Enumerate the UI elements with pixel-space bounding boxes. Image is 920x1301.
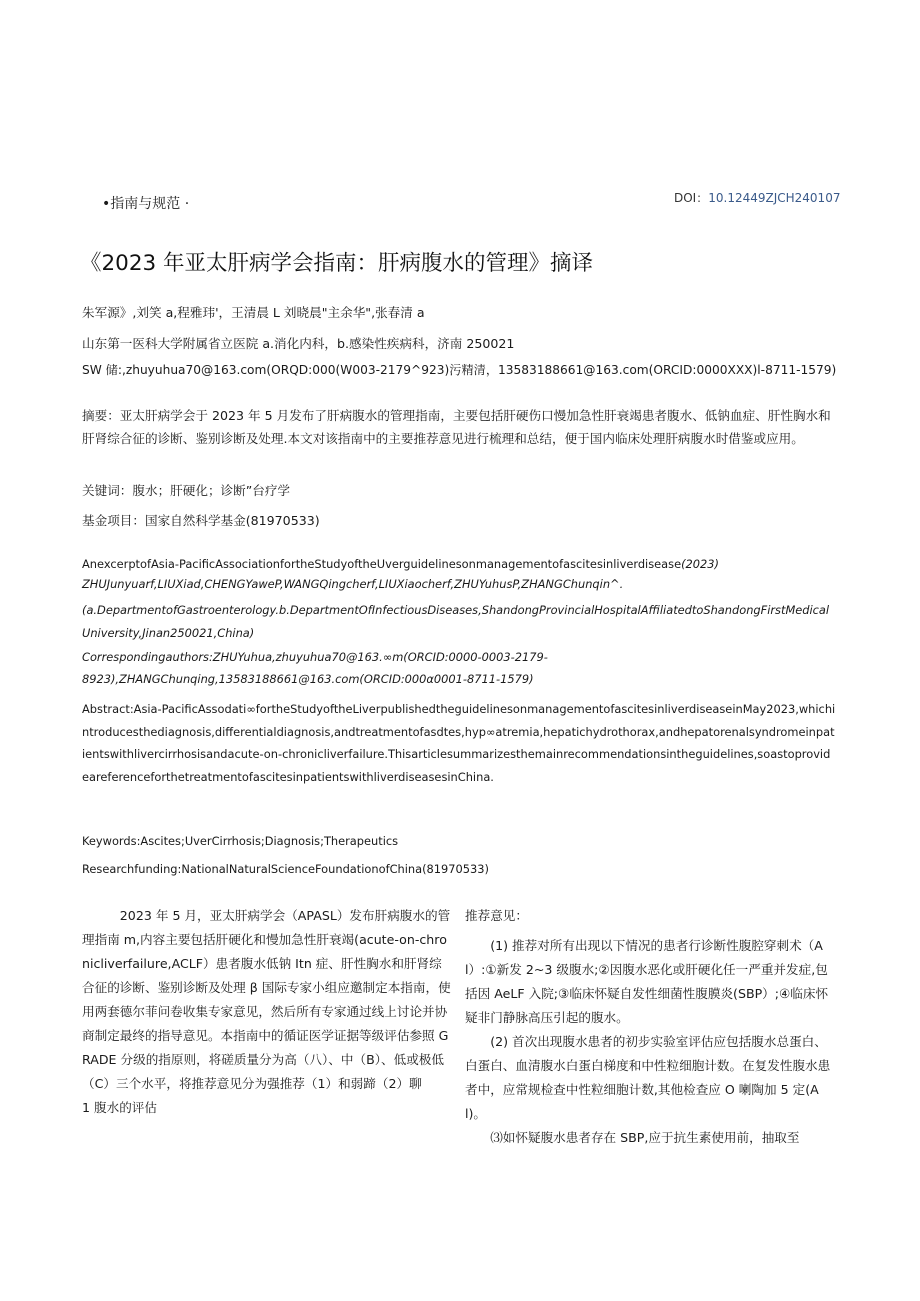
en-authors: ZHUJunyuarf,LIUXiad,CHENGYaweP,WANGQingcherf,LIUXiaocherf,ZHUYuhusP,ZHANGChunqin^. <box>82 577 624 591</box>
en-title <box>82 553 837 576</box>
abstract-cn: 摘要：亚太肝病学会于 2023 年 5 月发布了肝病腹水的管理指南，主要包括肝硬伤口慢加急性肝衰竭患者腹水、低钠血症、肝性胸水和肝肾综合征的诊断、鉴别诊断及处理.本文对该指南中的主要推荐意见进行梳理和总结，便于国内临床处理肝病腹水时借鉴或应用。 <box>82 408 831 446</box>
affiliation-cn: 山东第一医科大学附属省立医院 a.消化内科，b.感染性疾病科，济南 250021 <box>82 336 515 351</box>
en-title-text: AnexcerptofAsia-PacificAssociationfortheStudyoftheUverguidelinesonmanagementofascitesinliverdisease <box>82 557 682 571</box>
section-tag: •指南与规范 · <box>102 196 190 212</box>
en-keywords: Keywords:Ascites;UverCirrhosis;Diagnosis;Therapeutics <box>82 834 399 848</box>
keywords-cn: 关键词：腹水；肝硬化；诊断”台疗学 <box>82 483 291 498</box>
en-abstract: Abstract:Asia-PacificAssodati∞fortheStudyoftheLiverpublishedtheguidelinesonmanagementofascitesinliverdiseaseinMay2023,whichintroducesthediagnosis,differentialdiagnosis,andtreatmentofasdtes,hyp∞atremia,hepatichydrothorax,andhepatorenalsyndromeinpatientswithlivercirrhosisandacute-on-chronicliverfailure.Thisarticlesummarizesthemainrecommendationsintheguidelines,soastoprovideareferenceforthetreatmentofascitesinpatientswithliverdiseasesinChina. <box>82 702 836 784</box>
doi-value: 10.12449ZJCH240107 <box>708 191 841 205</box>
en-funding: Researchfunding:NationalNaturalScienceFoundationofChina(81970533) <box>82 862 489 876</box>
en-corresponding-2: 8923),ZHANGChunqing,13583188661@163.com(ORCID:000α0001-8711-1579) <box>82 672 534 686</box>
doi-label: DOI： <box>674 191 709 205</box>
recommendations-heading: 推荐意见： <box>465 908 528 923</box>
authors-cn: 朱军源》,刘笑 a,程雅玮'，王清晨 L 刘晓晨"主余华",张春清 a <box>82 305 425 320</box>
article-title: 《2023 年亚太肝病学会指南：肝病腹水的管理》摘译 <box>80 251 594 276</box>
en-corresponding-1: Correspondingauthors:ZHUYuhua,zhuyuhua70@163.∞m(ORCID:0000-0003-2179- <box>82 650 548 664</box>
doi <box>674 189 840 206</box>
en-title-year: (2023) <box>681 557 719 571</box>
recommendation-3: ⑶如怀疑腹水患者存在 SBP,应于抗生素使用前，抽取至 <box>490 1130 800 1145</box>
body-right-column <box>465 904 837 1150</box>
funding-cn: 基金项目：国家自然科学基金(81970533) <box>82 513 320 528</box>
body-left-column <box>82 904 454 1120</box>
section-heading-1: 1 腹水的评估 <box>82 1100 157 1115</box>
en-affiliation: (a.DepartmentofGastroenterology.b.DepartmentOfInfectiousDiseases,ShandongProvincialHospitalAffiliatedtoShandongFirstMedicalUniversity,Jinan250021,China) <box>82 603 830 640</box>
recommendation-2: (2) 首次出现腹水患者的初步实验室评估应包括腹水总蛋白、白蛋白、血清腹水白蛋白梯度和中性粒细胞计数。在复发性腹水患者中，应常规检查中性粒细胞计数,其他检查应 O 喇陶加 5 定(Al)。 <box>465 1034 831 1121</box>
recommendation-1: (1) 推荐对所有出现以下情况的患者行诊断性腹腔穿刺术（Al）:①新发 2~3 级腹水;②因腹水恶化或肝硬化任一严重并发症,包括因 AeLF 入院;③临床怀疑自发性细菌性腹膜炎(SBP）;④临床怀疑非门静脉高压引起的腹水。 <box>465 938 829 1025</box>
body-intro-paragraph: 2023 年 5 月，亚太肝病学会（APASL）发布肝病腹水的管理指南 m,内容主要包括肝硬化和慢加急性肝衰竭(acute-on-chronicliverfailure,ACLF）患者腹水低钠 Itn 症、肝性胸水和肝肾综合征的诊断、鉴别诊断及处理 β 国际专家小组应邀制定本指南，使用两套德尔菲问卷收集专家意见，然后所有专家通过线上讨论并协商制定最终的指导意见。本指南中的循证医学证据等级评估参照 GRADE 分级的指原则，将磋质量分为高（八）、中（B）、低或极低（C）三个水平，将推荐意见分为强推荐（1）和弱蹄（2）聊 <box>82 908 451 1091</box>
contact-cn: SW 储:,zhuyuhua70@163.com(ORQD:000(W003-2179^923)污精清，13583188661@163.com(ORCID:0000XXX)l-8711-1579) <box>82 363 837 377</box>
